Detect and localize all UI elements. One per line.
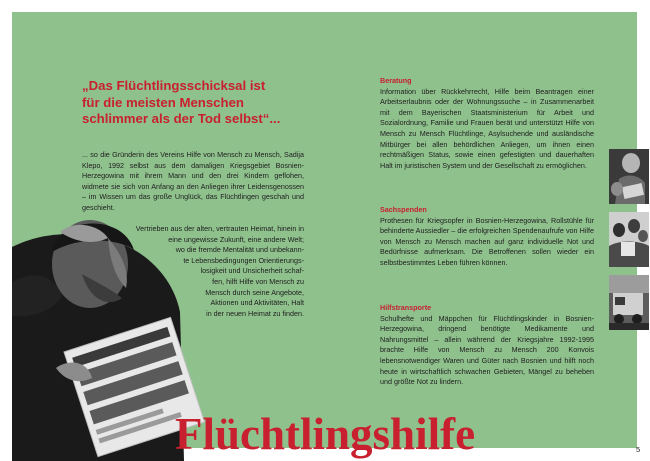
paragraph-line: Aktionen und Aktivitäten, Halt [210, 298, 304, 308]
paragraph-line: wo die fremde Mentalität und unbekann- [175, 245, 304, 255]
paragraph-line: losigkeit und Unsicherheit schaf- [200, 266, 304, 276]
second-paragraph [82, 224, 304, 319]
pull-quote [82, 78, 322, 128]
section-sachspenden [380, 205, 594, 269]
section-text: Information über Rückkehrrecht, Hilfe beim Beantragen einer Arbeitserlaubnis oder der Wohnungssuche – in Zusammenarbeit mit dem Bayerischen Staatsministerium für Arbeit und Sozialordnung, Familie und Frauen berät und unterstützt Hilfe von Mensch zu Mensch Flüchtlinge, Asylsuchende und ausländische Mitbürger bei allen behördlichen Anliegen, um ihnen einen rechtmäßigen Status, sowie einen gefestigten und dauerhaften Halt im juristischen System und der Gesellschaft zu ermöglichen. [380, 86, 594, 170]
section-text: Prothesen für Kriegsopfer in Bosnien-Herzegowina, Rollstühle für behinderte Aussiedler – die erfolgreichen Spendenaufrufe von Hilfe von Mensch zu Mensch machen auf ganz individuelle Not und Bedürfnisse aufmerksam. Die Betroffenen sollen wieder ein selbstbestimmtes Leben führen können. [380, 215, 594, 267]
section-text: Schulhefte und Mäppchen für Flüchtlingskinder in Bosnien-Herzegowina, dringend benötigte Medikamente und Nahrungsmittel – allein während der Kriegsjahre 1992-1995 brachte Hilfe von Mensch zu Mensch 200 Konvois lebensnotwendiger Waren und Güter nach Bosnien und hilft noch heute in wirtschaftlich schwachen Gebieten, Mängel zu beheben und größte Not zu lindern. [380, 313, 594, 387]
truck-photo [609, 275, 649, 330]
section-heading: Beratung [380, 76, 412, 85]
paragraph-line: fen, hilft Hilfe von Mensch zu [212, 276, 304, 286]
quote-line-3: schlimmer als der Tod selbst“... [82, 111, 281, 126]
paragraph-line: Vertrieben aus der alten, vertrauten Heimat, hinein in [135, 224, 304, 233]
paragraph-line: eine ungewisse Zukunft, eine andere Welt; [168, 234, 304, 244]
intro-paragraph: ... so die Gründerin des Vereins Hilfe von Mensch zu Mensch, Sadija Klepo, 1992 selbst aus dem damaligen Kriegsgebiet Bosnien-Herzegowina mit ihrem Mann und den drei Kindern geflohen, widmete sie sich von Anfang an den Anliegen ihrer Leidensgenossen – im Wissen um das große Unglück, das Flüchtlingen geschah und geschieht. [82, 150, 304, 212]
paragraph-line: Mensch durch seine Angebote, [205, 287, 304, 297]
page-title: Flüchtlingshilfe [175, 409, 476, 459]
children-photo [609, 149, 649, 204]
quote-line-2: für die meisten Menschen [82, 94, 244, 110]
green-panel [12, 12, 641, 459]
section-hilfstransporte [380, 303, 594, 388]
section-beratung [380, 76, 594, 171]
paragraph-line: in der neuen Heimat zu finden. [206, 308, 304, 318]
paragraph-line: te Lebensbedingungen Orientierungs- [183, 255, 304, 265]
page-number: 5 [636, 445, 641, 454]
group-photo [609, 212, 649, 267]
quote-line-1: „Das Flüchtlingsschicksal ist [82, 78, 266, 93]
section-heading: Hilfstransporte [380, 303, 432, 312]
section-heading: Sachspenden [380, 205, 427, 214]
